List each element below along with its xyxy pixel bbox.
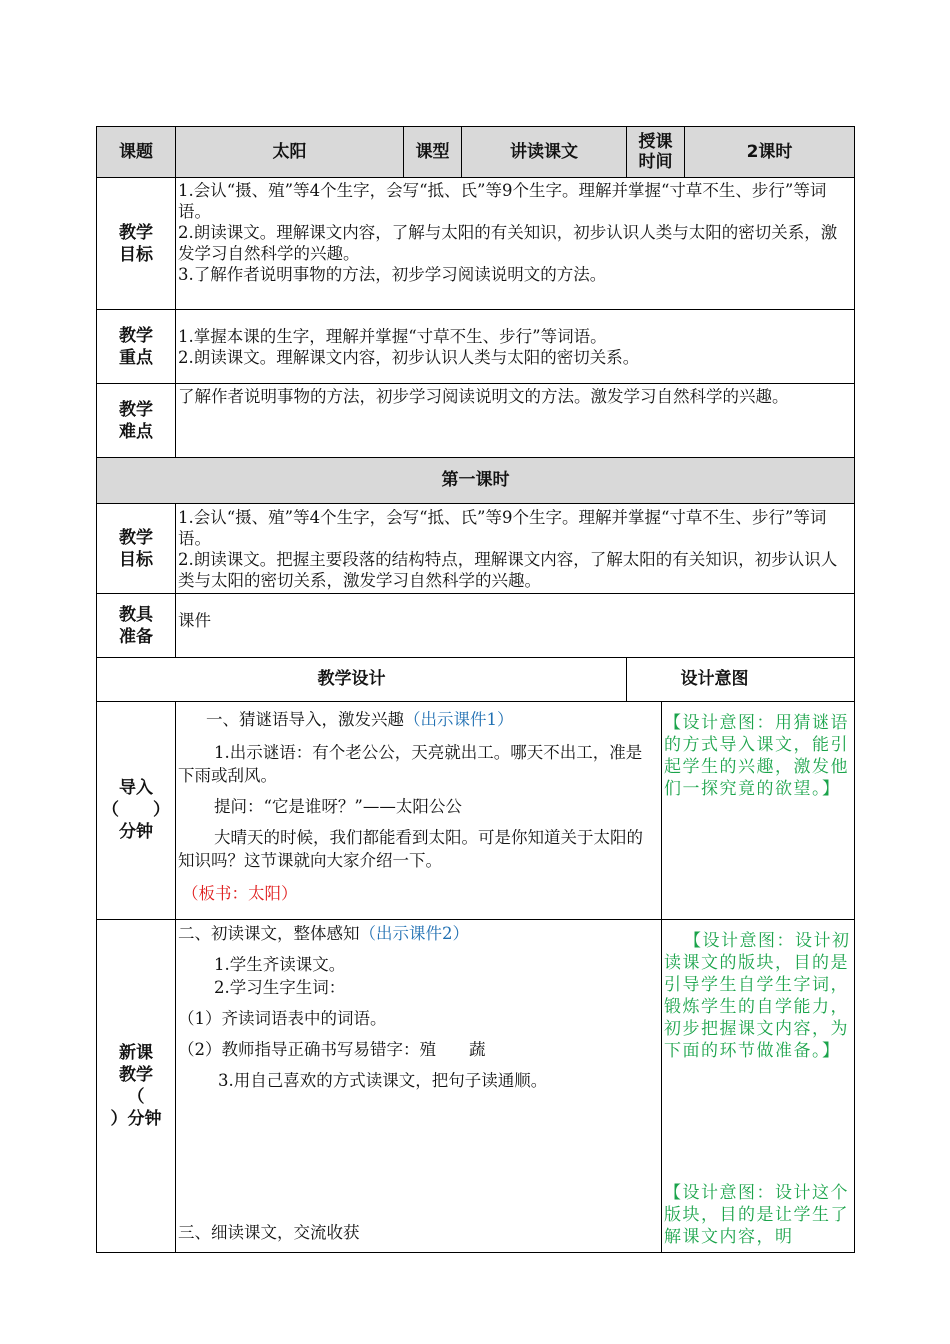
design-header-left-text: 教学设计 — [317, 669, 386, 689]
newlesson-intent-2: 【设计意图：设计这个版块，目的是让学生了解课文内容，明 — [664, 1182, 849, 1247]
intro-label-1: 导入 — [119, 778, 153, 798]
design-header-left — [97, 658, 627, 702]
newlesson-row — [97, 919, 855, 1252]
intro-row — [97, 701, 855, 919]
hours-label — [627, 127, 685, 178]
newlesson-label-2: 教学 — [119, 1064, 153, 1085]
intro-p1: 1.出示谜语：有个老公公，天亮就出工。哪天不出工，准是下雨或刮风。 — [178, 742, 643, 785]
lesson1-goals-label-text: 教学目标 — [119, 527, 153, 570]
intro-p3: 大晴天的时候，我们都能看到太阳。可是你知道关于太阳的知识吗？这节课就向大家介绍一下。 — [178, 827, 643, 870]
newlesson-heading-text: 二、初读课文，整体感知 — [178, 923, 360, 943]
newlesson-intent — [662, 919, 855, 1252]
type-value: 讲读课文 — [462, 127, 627, 178]
newlesson-label — [97, 919, 176, 1252]
lesson-plan-table — [96, 126, 855, 702]
newlesson-heading3: 三、细读课文，交流收获 — [178, 1222, 360, 1242]
type-label: 课型 — [404, 127, 462, 178]
lesson-plan-page — [96, 126, 854, 1253]
newlesson-intent-1: 【设计意图：设计初读课文的版块，目的是引导学生自学生字词，锻炼学生的自学能力，初步把握课文内容，为下面的环节做准备。】 — [664, 930, 851, 1061]
newlesson-label-4: ）分钟 — [110, 1108, 162, 1129]
intro-heading-tag: （出示课件1） — [404, 709, 514, 729]
design-header-right-text: 设计意图 — [680, 669, 749, 689]
intro-heading — [178, 708, 657, 731]
key-points-content — [176, 310, 855, 384]
newlesson-content — [176, 919, 662, 1252]
lesson1-title-row — [97, 458, 855, 504]
lesson1-title: 第一课时 — [97, 458, 855, 504]
tools-content: 课件 — [176, 594, 855, 658]
difficulties-label — [97, 384, 176, 458]
key-points-label — [97, 310, 176, 384]
intro-p2: 提问：“它是谁呀？”——太阳公公 — [214, 796, 462, 816]
goal-line-1: 1.会认“摄、殖”等4个生字，会写“抵、氏”等9个生字。理解并掌握“寸草不生、步行”等词语。 — [178, 181, 827, 221]
newlesson-s1: 1.学生齐读课文。 — [214, 954, 346, 974]
goal-line-2: 2.朗读课文。理解课文内容，了解与太阳的有关知识，初步认识人类与太阳的密切关系，激发学习自然科学的兴趣。 — [178, 223, 838, 263]
intro-board: （板书：太阳） — [182, 883, 298, 903]
key-points-row — [97, 310, 855, 384]
tools-label-text: 教具准备 — [119, 604, 153, 647]
difficulties-row — [97, 384, 855, 458]
tools-row — [97, 594, 855, 658]
newlesson-s3: （1）齐读词语表中的词语。 — [178, 1008, 387, 1028]
intro-label — [97, 701, 176, 919]
goal-line-3: 3.了解作者说明事物的方法，初步学习阅读说明文的方法。 — [178, 265, 607, 284]
design-header-row — [97, 658, 855, 702]
hours-label-text: 授课时间 — [638, 132, 673, 172]
difficulties-label-text: 教学难点 — [119, 399, 153, 442]
difficulties-content: 了解作者说明事物的方法，初步学习阅读说明文的方法。激发学习自然科学的兴趣。 — [176, 384, 855, 458]
lesson1-goals-content — [176, 504, 855, 594]
newlesson-label-3: （ — [127, 1086, 145, 1107]
intro-label-3: 分钟 — [119, 822, 153, 842]
lesson1-goals-label — [97, 504, 176, 594]
intro-intent: 【设计意图：用猜谜语的方式导入课文，能引起学生的兴趣，激发他们一探究竟的欲望。】 — [662, 701, 855, 919]
newlesson-s2: 2.学习生字生词： — [214, 977, 346, 997]
key-point-1: 1.掌握本课的生字，理解并掌握“寸草不生、步行”等词语。 — [178, 326, 607, 346]
goals-label — [97, 178, 176, 310]
design-header-right — [627, 658, 855, 702]
key-point-2: 2.朗读课文。理解课文内容，初步认识人类与太阳的密切关系。 — [178, 347, 640, 367]
tools-label — [97, 594, 176, 658]
lesson1-goal-1: 1.会认“摄、殖”等4个生字，会写“抵、氏”等9个生字。理解并掌握“寸草不生、步行”等词语。 — [178, 507, 827, 548]
newlesson-heading-tag: （出示课件2） — [359, 923, 469, 943]
goals-content — [176, 178, 855, 310]
topic-label: 课题 — [97, 127, 176, 178]
newlesson-s5: 3.用自己喜欢的方式读课文，把句子读通顺。 — [218, 1070, 548, 1090]
hours-value: 2课时 — [685, 127, 855, 178]
intro-heading-text: 一、猜谜语导入，激发兴趣 — [206, 709, 404, 729]
lesson1-goals-row — [97, 504, 855, 594]
design-table — [96, 701, 855, 1253]
key-points-label-text: 教学重点 — [119, 325, 153, 368]
newlesson-label-1: 新课 — [119, 1042, 153, 1063]
header-row — [97, 127, 855, 178]
lesson1-goal-2: 2.朗读课文。把握主要段落的结构特点，理解课文内容，了解太阳的有关知识，初步认识人类与太阳的密切关系，激发学习自然科学的兴趣。 — [178, 549, 838, 590]
newlesson-s4: （2）教师指导正确书写易错字：殖 蔬 — [178, 1039, 486, 1059]
intro-content — [176, 701, 662, 919]
intro-label-2: （ ） — [102, 800, 170, 820]
newlesson-heading — [178, 922, 657, 945]
topic-value: 太阳 — [176, 127, 404, 178]
goals-row — [97, 178, 855, 310]
goals-label-text: 教学目标 — [119, 222, 153, 265]
